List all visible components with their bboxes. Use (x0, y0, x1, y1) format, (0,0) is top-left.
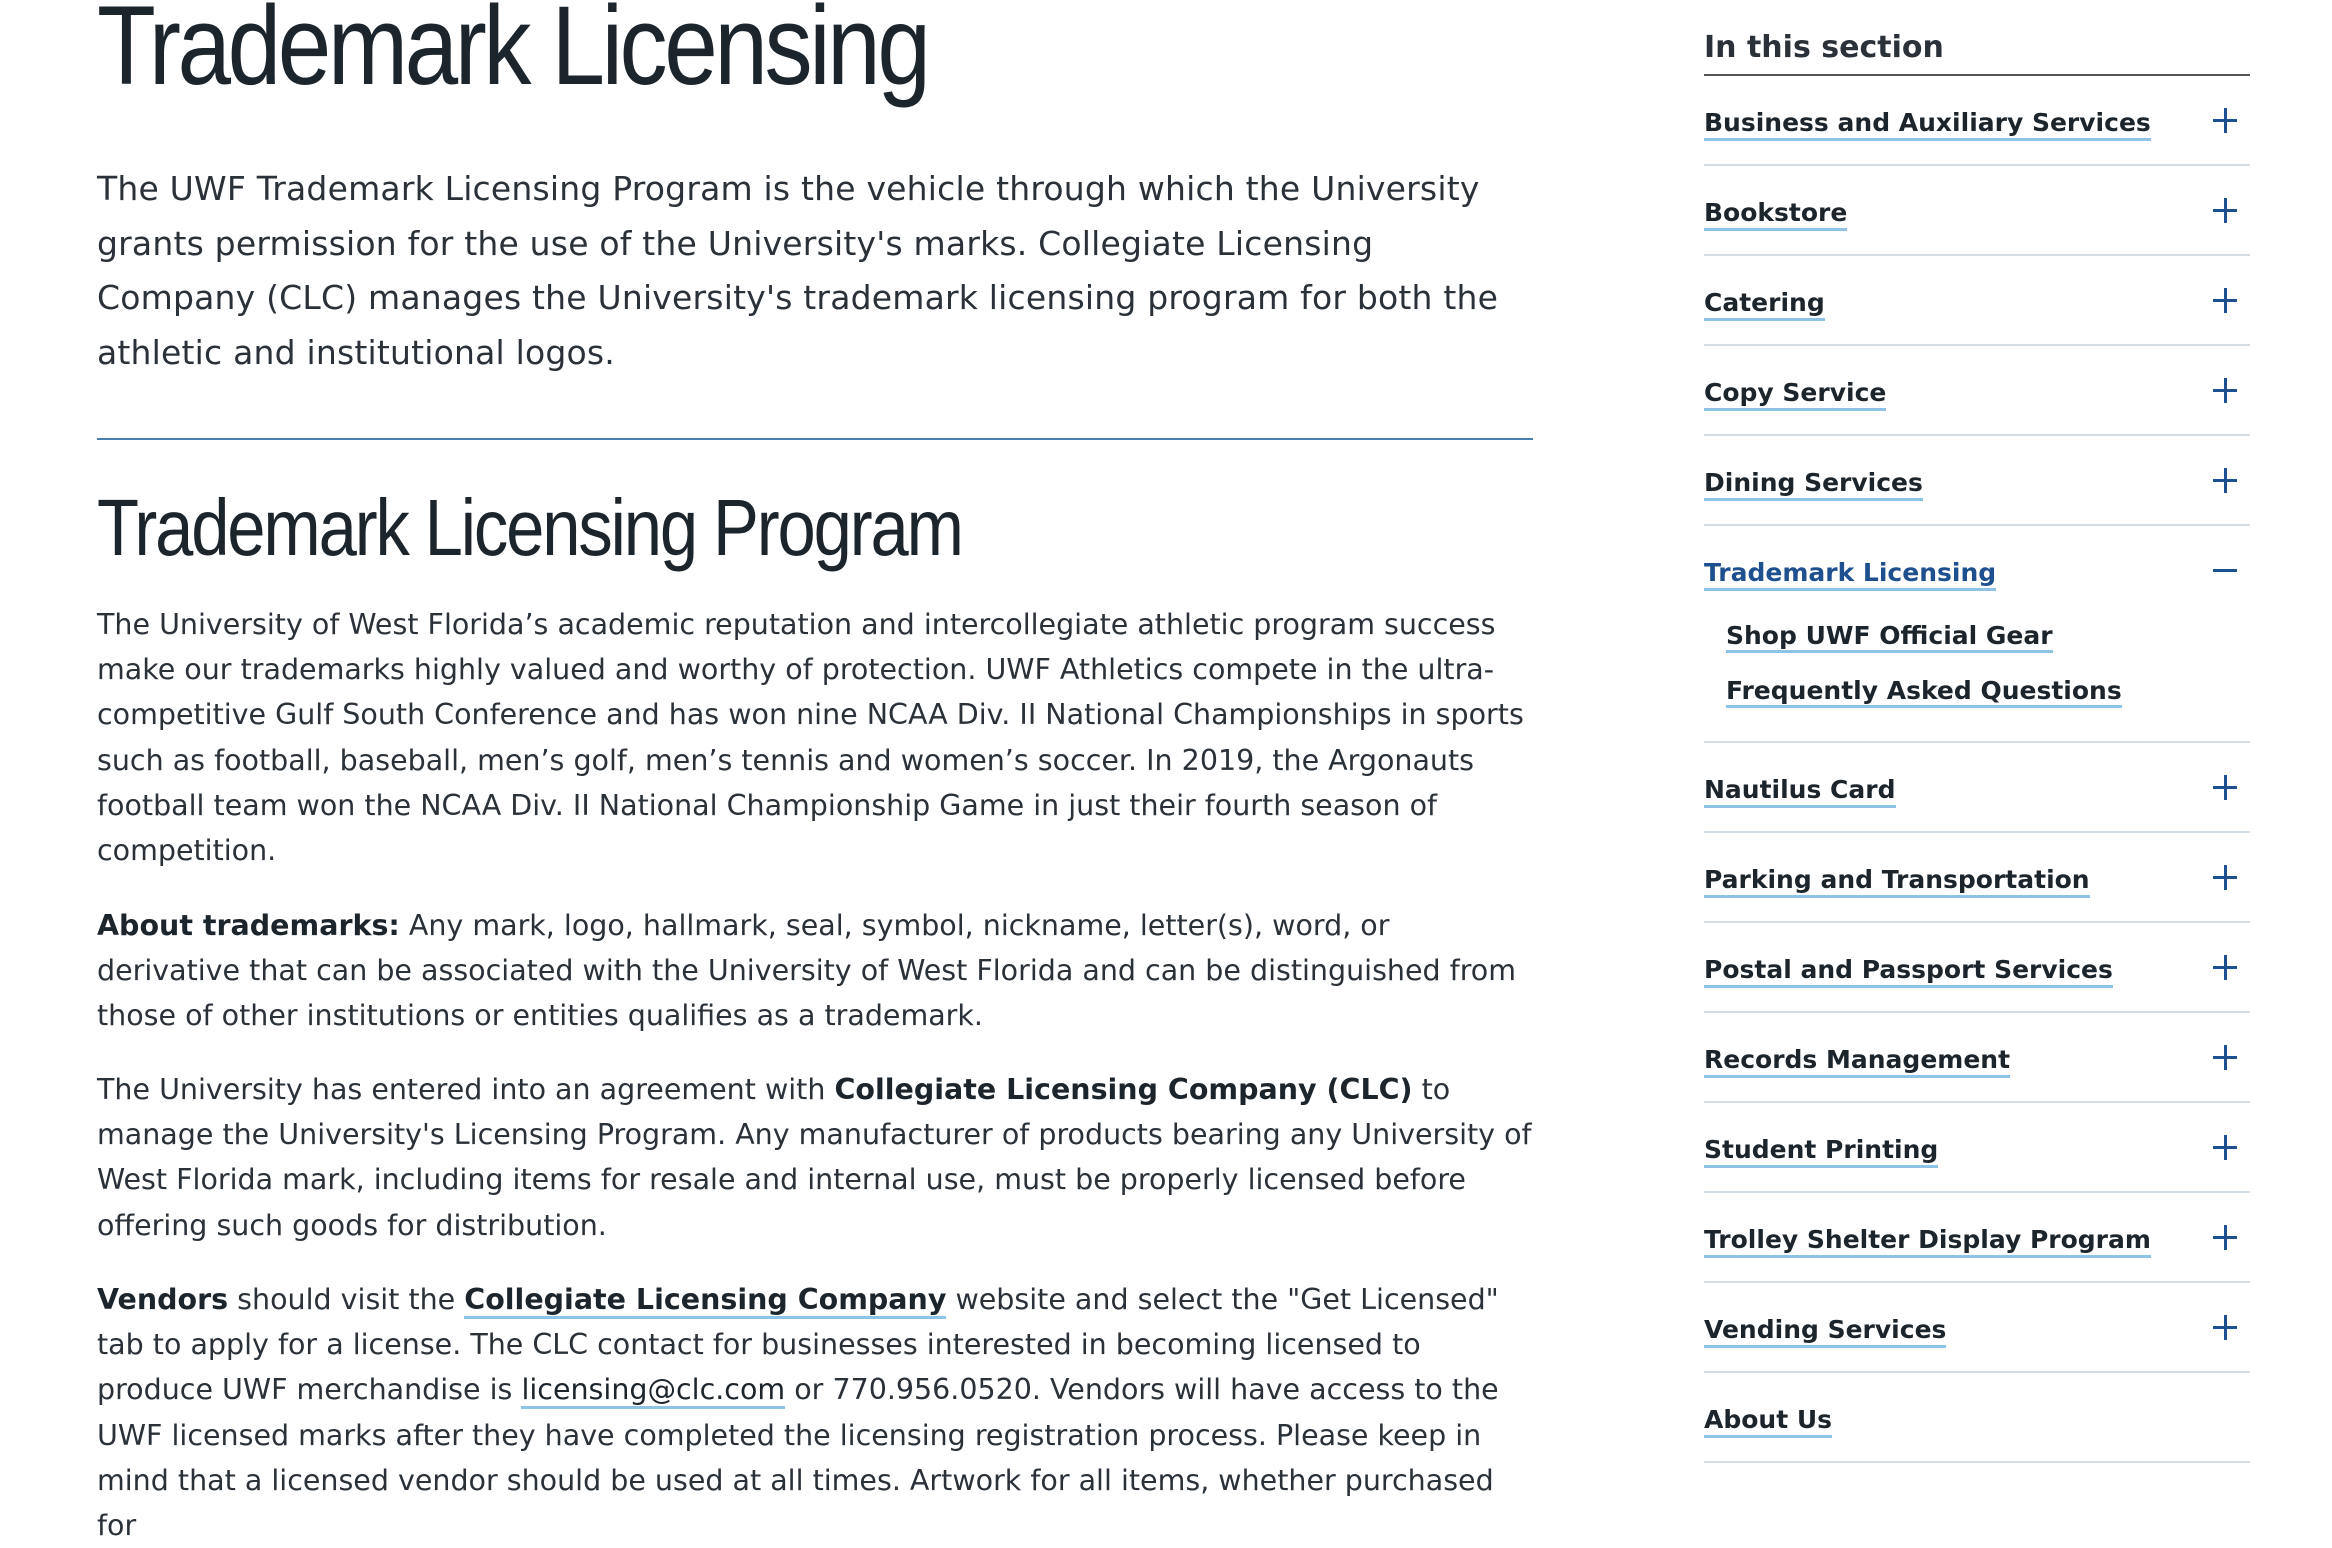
expand-plus-icon[interactable] (2210, 376, 2240, 406)
expand-plus-icon[interactable] (2210, 1043, 2240, 1073)
sidebar-item-parking-transportation (1704, 833, 2250, 923)
sidebar-heading: In this section (1704, 30, 1944, 65)
expand-plus-icon[interactable] (2210, 196, 2240, 226)
expand-plus-icon[interactable] (2210, 1223, 2240, 1253)
sidebar-item-records-management (1704, 1013, 2250, 1103)
sidebar-link-catering[interactable]: Catering (1704, 288, 1825, 321)
sidebar-link-trademark-licensing[interactable]: Trademark Licensing (1704, 558, 1996, 591)
expand-plus-icon[interactable] (2210, 286, 2240, 316)
sidebar-item-copy-service (1704, 346, 2250, 436)
sidebar-item-bookstore (1704, 166, 2250, 256)
intro-paragraph: The University of West Florida’s academic reputation and intercollegiate athletic program success make our trademarks highly valued and worthy of protection. UWF Athletics compete in the ultra-competitive Gulf South Conference and has won nine NCAA Div. II National Championships in sports such as football, baseball, men’s golf, men’s tennis and women’s soccer. In 2019, the Argonauts football team won the NCAA Div. II National Championship Game in just their fourth season of competition. (97, 608, 1524, 868)
vendors-text-a: should visit the (228, 1283, 465, 1316)
clc-agreement-pre: The University has entered into an agreement with (97, 1073, 835, 1106)
expand-plus-icon[interactable] (2210, 863, 2240, 893)
subnav-item-shop-official-gear (1726, 621, 2122, 676)
sidebar-item-catering (1704, 256, 2250, 346)
expand-plus-icon[interactable] (2210, 953, 2240, 983)
sidebar-link-bookstore[interactable]: Bookstore (1704, 198, 1847, 231)
sidebar-link-dining-services[interactable]: Dining Services (1704, 468, 1923, 501)
sidebar-link-trolley-shelter-display[interactable]: Trolley Shelter Display Program (1704, 1225, 2151, 1258)
subnav-link-faq[interactable]: Frequently Asked Questions (1726, 676, 2122, 708)
sidebar-link-records-management[interactable]: Records Management (1704, 1045, 2010, 1078)
expand-plus-icon[interactable] (2210, 1133, 2240, 1163)
vendors-text-c: or 770.956.0520. Vendors will have access to the UWF licensed marks after they have completed the licensing registration process. Please keep in mind that a licensed vendor should be used at all times. Artwork for all items, whether purchased for (97, 1373, 1499, 1543)
sidebar-link-student-printing[interactable]: Student Printing (1704, 1135, 1938, 1168)
expand-plus-icon[interactable] (2210, 773, 2240, 803)
sidebar-nav-list (1704, 76, 2250, 1463)
vendors-label: Vendors (97, 1283, 229, 1316)
sidebar-link-parking-transportation[interactable]: Parking and Transportation (1704, 865, 2090, 898)
sidebar-item-vending-services (1704, 1283, 2250, 1373)
sidebar-link-about-us[interactable]: About Us (1704, 1405, 1832, 1438)
sidebar-item-trademark-licensing (1704, 526, 2250, 743)
about-trademarks-paragraph (97, 903, 1533, 1039)
sidebar-link-postal-passport-services[interactable]: Postal and Passport Services (1704, 955, 2113, 988)
sidebar-link-vending-services[interactable]: Vending Services (1704, 1315, 1946, 1348)
lead-paragraph: The UWF Trademark Licensing Program is the vehicle through which the University grants permission for the use of the University's marks. Collegiate Licensing Company (CLC) manages the University's trademark licensing program for both the athletic and institutional logos. (97, 169, 1499, 372)
clc-website-link[interactable]: Collegiate Licensing Company (464, 1283, 946, 1319)
about-trademarks-text: Any mark, logo, hallmark, seal, symbol, nickname, letter(s), word, or derivative that can be associated with the University of West Florida and can be distinguished from those of other institutions or entities qualifies as a trademark. (97, 909, 1516, 1033)
subnav-link-shop-official-gear[interactable]: Shop UWF Official Gear (1726, 621, 2053, 653)
sidebar-link-copy-service[interactable]: Copy Service (1704, 378, 1886, 411)
trademark-licensing-subnav (1726, 621, 2122, 731)
expand-plus-icon[interactable] (2210, 106, 2240, 136)
sidebar-item-student-printing (1704, 1103, 2250, 1193)
sidebar-item-trolley-shelter-display (1704, 1193, 2250, 1283)
clc-agreement-paragraph (97, 1067, 1533, 1248)
vendors-text-b: website and select the "Get Licensed" tab to apply for a license. The CLC contact for businesses interested in becoming licensed to produce UWF merchandise is (97, 1283, 1499, 1407)
subnav-item-faq (1726, 676, 2122, 731)
sidebar-item-dining-services (1704, 436, 2250, 526)
sidebar-item-business-auxiliary-services (1704, 76, 2250, 166)
sidebar-link-nautilus-card[interactable]: Nautilus Card (1704, 775, 1896, 808)
sidebar-link-business-auxiliary-services[interactable]: Business and Auxiliary Services (1704, 108, 2151, 141)
expand-plus-icon[interactable] (2210, 1313, 2240, 1343)
sidebar-item-about-us (1704, 1373, 2250, 1463)
sidebar-item-postal-passport-services (1704, 923, 2250, 1013)
sidebar-item-nautilus-card (1704, 743, 2250, 833)
expand-plus-icon[interactable] (2210, 466, 2240, 496)
section-divider (97, 438, 1533, 440)
clc-agreement-post: to manage the University's Licensing Program. Any manufacturer of products bearing any University of West Florida mark, including items for resale and internal use, must be properly licensed before offering such goods for distribution. (97, 1073, 1532, 1242)
page-title: Trademark Licensing (97, 0, 928, 108)
about-trademarks-label: About trademarks: (97, 909, 400, 942)
clc-name: Collegiate Licensing Company (CLC) (834, 1073, 1413, 1106)
vendors-paragraph (97, 1277, 1533, 1548)
clc-email-link[interactable]: licensing@clc.com (521, 1373, 785, 1409)
section-title: Trademark Licensing Program (97, 483, 962, 572)
collapse-minus-icon[interactable] (2210, 556, 2240, 586)
